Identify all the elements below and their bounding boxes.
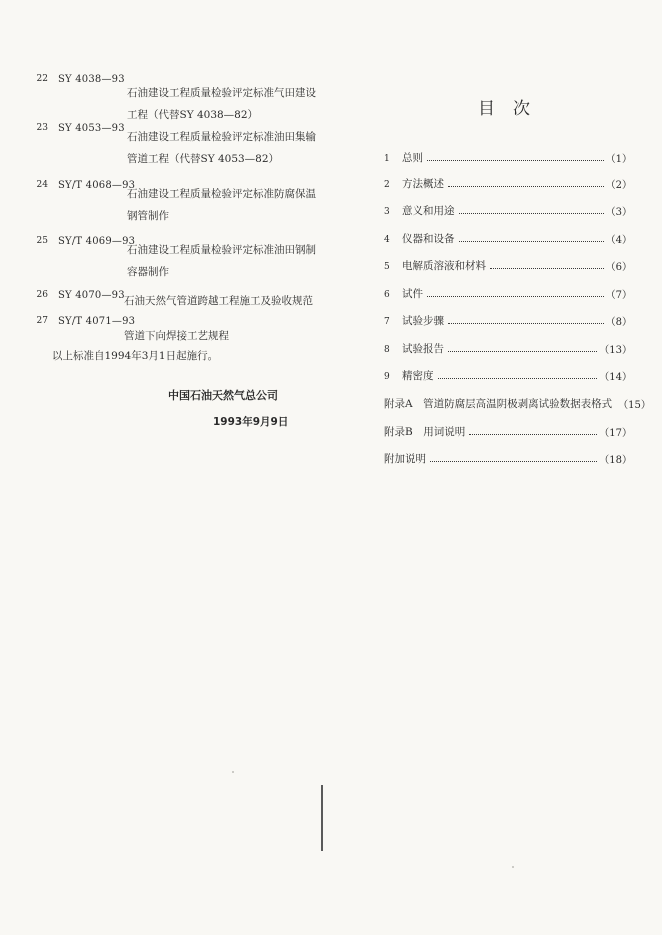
toc-entry-page: （18） — [599, 454, 632, 466]
toc-entry-label — [384, 313, 446, 328]
standard-number: 25 — [36, 236, 48, 246]
toc-entry-number: 1 — [384, 153, 390, 164]
toc-entry-page: （2） — [605, 179, 632, 191]
toc-entry-text: 电解质溶液和材料 — [402, 259, 486, 272]
toc-entry[interactable] — [384, 230, 632, 246]
toc-entry-label — [384, 231, 457, 246]
toc-entry-text: 附录A 管道防腐层高温阴极剥离试验数据表格式 — [384, 397, 613, 410]
standard-code: SY/T 4069—93 — [58, 236, 136, 247]
toc-entry-label — [384, 286, 425, 301]
scan-speck — [512, 866, 514, 868]
toc-leader-dots — [427, 296, 604, 297]
toc-entry-page: （3） — [605, 206, 632, 218]
toc-entry[interactable] — [384, 450, 632, 466]
toc-leader-dots — [459, 213, 604, 214]
standard-number: 24 — [36, 180, 48, 190]
toc-entry[interactable] — [384, 285, 632, 301]
toc-entry-number: 7 — [384, 316, 390, 327]
standard-code: SY 4038—93 — [58, 74, 125, 85]
toc-entry-text: 附加说明 — [384, 452, 426, 465]
toc-entry-text: 试验报告 — [402, 342, 444, 355]
toc-entry-text: 试件 — [402, 287, 423, 300]
standard-code: SY/T 4068—93 — [58, 180, 136, 191]
toc-entry-number: 3 — [384, 206, 390, 217]
toc-entry-text: 意义和用途 — [402, 204, 455, 217]
toc-entry[interactable] — [384, 367, 632, 383]
toc-entry-label — [384, 176, 446, 191]
toc-entry-text: 仪器和设备 — [402, 232, 455, 245]
toc-leader-dots — [438, 378, 598, 379]
standard-number: 26 — [36, 290, 48, 300]
toc-title: 目次 — [478, 99, 548, 119]
toc-entry[interactable] — [384, 257, 632, 273]
standard-title-line: 石油建设工程质量检验评定标准气田建设 — [127, 87, 316, 99]
toc-entry[interactable] — [384, 423, 632, 439]
standard-title-line: 容器制作 — [127, 266, 169, 278]
toc-entry-label — [384, 368, 436, 383]
toc-entry[interactable] — [384, 175, 632, 191]
standard-title-line: 石油建设工程质量检验评定标准防腐保温 — [127, 188, 316, 200]
page-fold-line — [321, 785, 323, 851]
toc-leader-dots — [448, 323, 604, 324]
toc-entry-label — [384, 150, 425, 165]
toc-entry-text: 总则 — [402, 151, 423, 164]
toc-entry-text: 精密度 — [402, 369, 434, 382]
toc-entry-page: （15） — [618, 399, 651, 411]
toc-entry-number: 4 — [384, 234, 390, 245]
standard-number: 23 — [36, 123, 48, 133]
toc-entry-page: （6） — [605, 261, 632, 273]
toc-leader-dots — [469, 434, 597, 435]
toc-entry-text: 附录B 用词说明 — [384, 425, 466, 438]
toc-entry-number: 5 — [384, 261, 390, 272]
standard-title-line: 工程（代替SY 4038—82） — [127, 109, 259, 121]
standard-code: SY 4070—93 — [58, 290, 125, 301]
standard-code: SY/T 4071—93 — [58, 316, 136, 327]
toc-entry-page: （7） — [605, 289, 632, 301]
toc-entry-label — [384, 451, 428, 466]
toc-entry-page: （14） — [599, 371, 632, 383]
standard-number: 22 — [36, 74, 48, 84]
toc-entry-page: （1） — [605, 153, 632, 165]
scan-speck — [232, 771, 234, 773]
toc-entry[interactable] — [384, 395, 651, 411]
toc-entry[interactable] — [384, 312, 632, 328]
toc-entry[interactable] — [384, 202, 632, 218]
standard-number: 27 — [36, 316, 48, 326]
toc-entry-text: 方法概述 — [402, 177, 444, 190]
toc-leader-dots — [459, 241, 604, 242]
toc-leader-dots — [427, 160, 604, 161]
toc-entry-text: 试验步骤 — [402, 314, 444, 327]
toc-leader-dots — [430, 461, 597, 462]
toc-entry-label — [384, 203, 457, 218]
toc-entry[interactable] — [384, 340, 632, 356]
toc-entry[interactable] — [384, 149, 632, 165]
toc-entry-label — [384, 341, 446, 356]
standard-title-line: 管道下向焊接工艺规程 — [124, 330, 229, 342]
toc-entry-page: （4） — [605, 234, 632, 246]
effective-date-note: 以上标准自1994年3月1日起施行。 — [52, 350, 219, 362]
toc-leader-dots — [490, 268, 604, 269]
toc-entry-page: （17） — [599, 427, 632, 439]
toc-entry-label — [384, 258, 488, 273]
toc-entry-label — [384, 396, 614, 411]
toc-entry-number: 9 — [384, 371, 390, 382]
toc-entry-page: （8） — [605, 316, 632, 328]
issue-date: 1993年9月9日 — [213, 416, 289, 428]
toc-leader-dots — [448, 186, 604, 187]
standard-title-line: 石油天然气管道跨越工程施工及验收规范 — [124, 295, 313, 307]
toc-entry-page: （13） — [599, 344, 632, 356]
standard-code: SY 4053—93 — [58, 123, 125, 134]
standard-title-line: 石油建设工程质量检验评定标准油田钢制 — [127, 244, 316, 256]
toc-leader-dots — [448, 351, 597, 352]
toc-entry-label — [384, 424, 467, 439]
toc-entry-number: 6 — [384, 289, 390, 300]
toc-entry-number: 8 — [384, 344, 390, 355]
standard-title-line: 钢管制作 — [127, 210, 169, 222]
standard-title-line: 石油建设工程质量检验评定标准油田集输 — [127, 131, 316, 143]
issuing-organization: 中国石油天然气总公司 — [168, 389, 278, 402]
toc-entry-number: 2 — [384, 179, 390, 190]
standard-title-line: 管道工程（代替SY 4053—82） — [127, 153, 280, 165]
